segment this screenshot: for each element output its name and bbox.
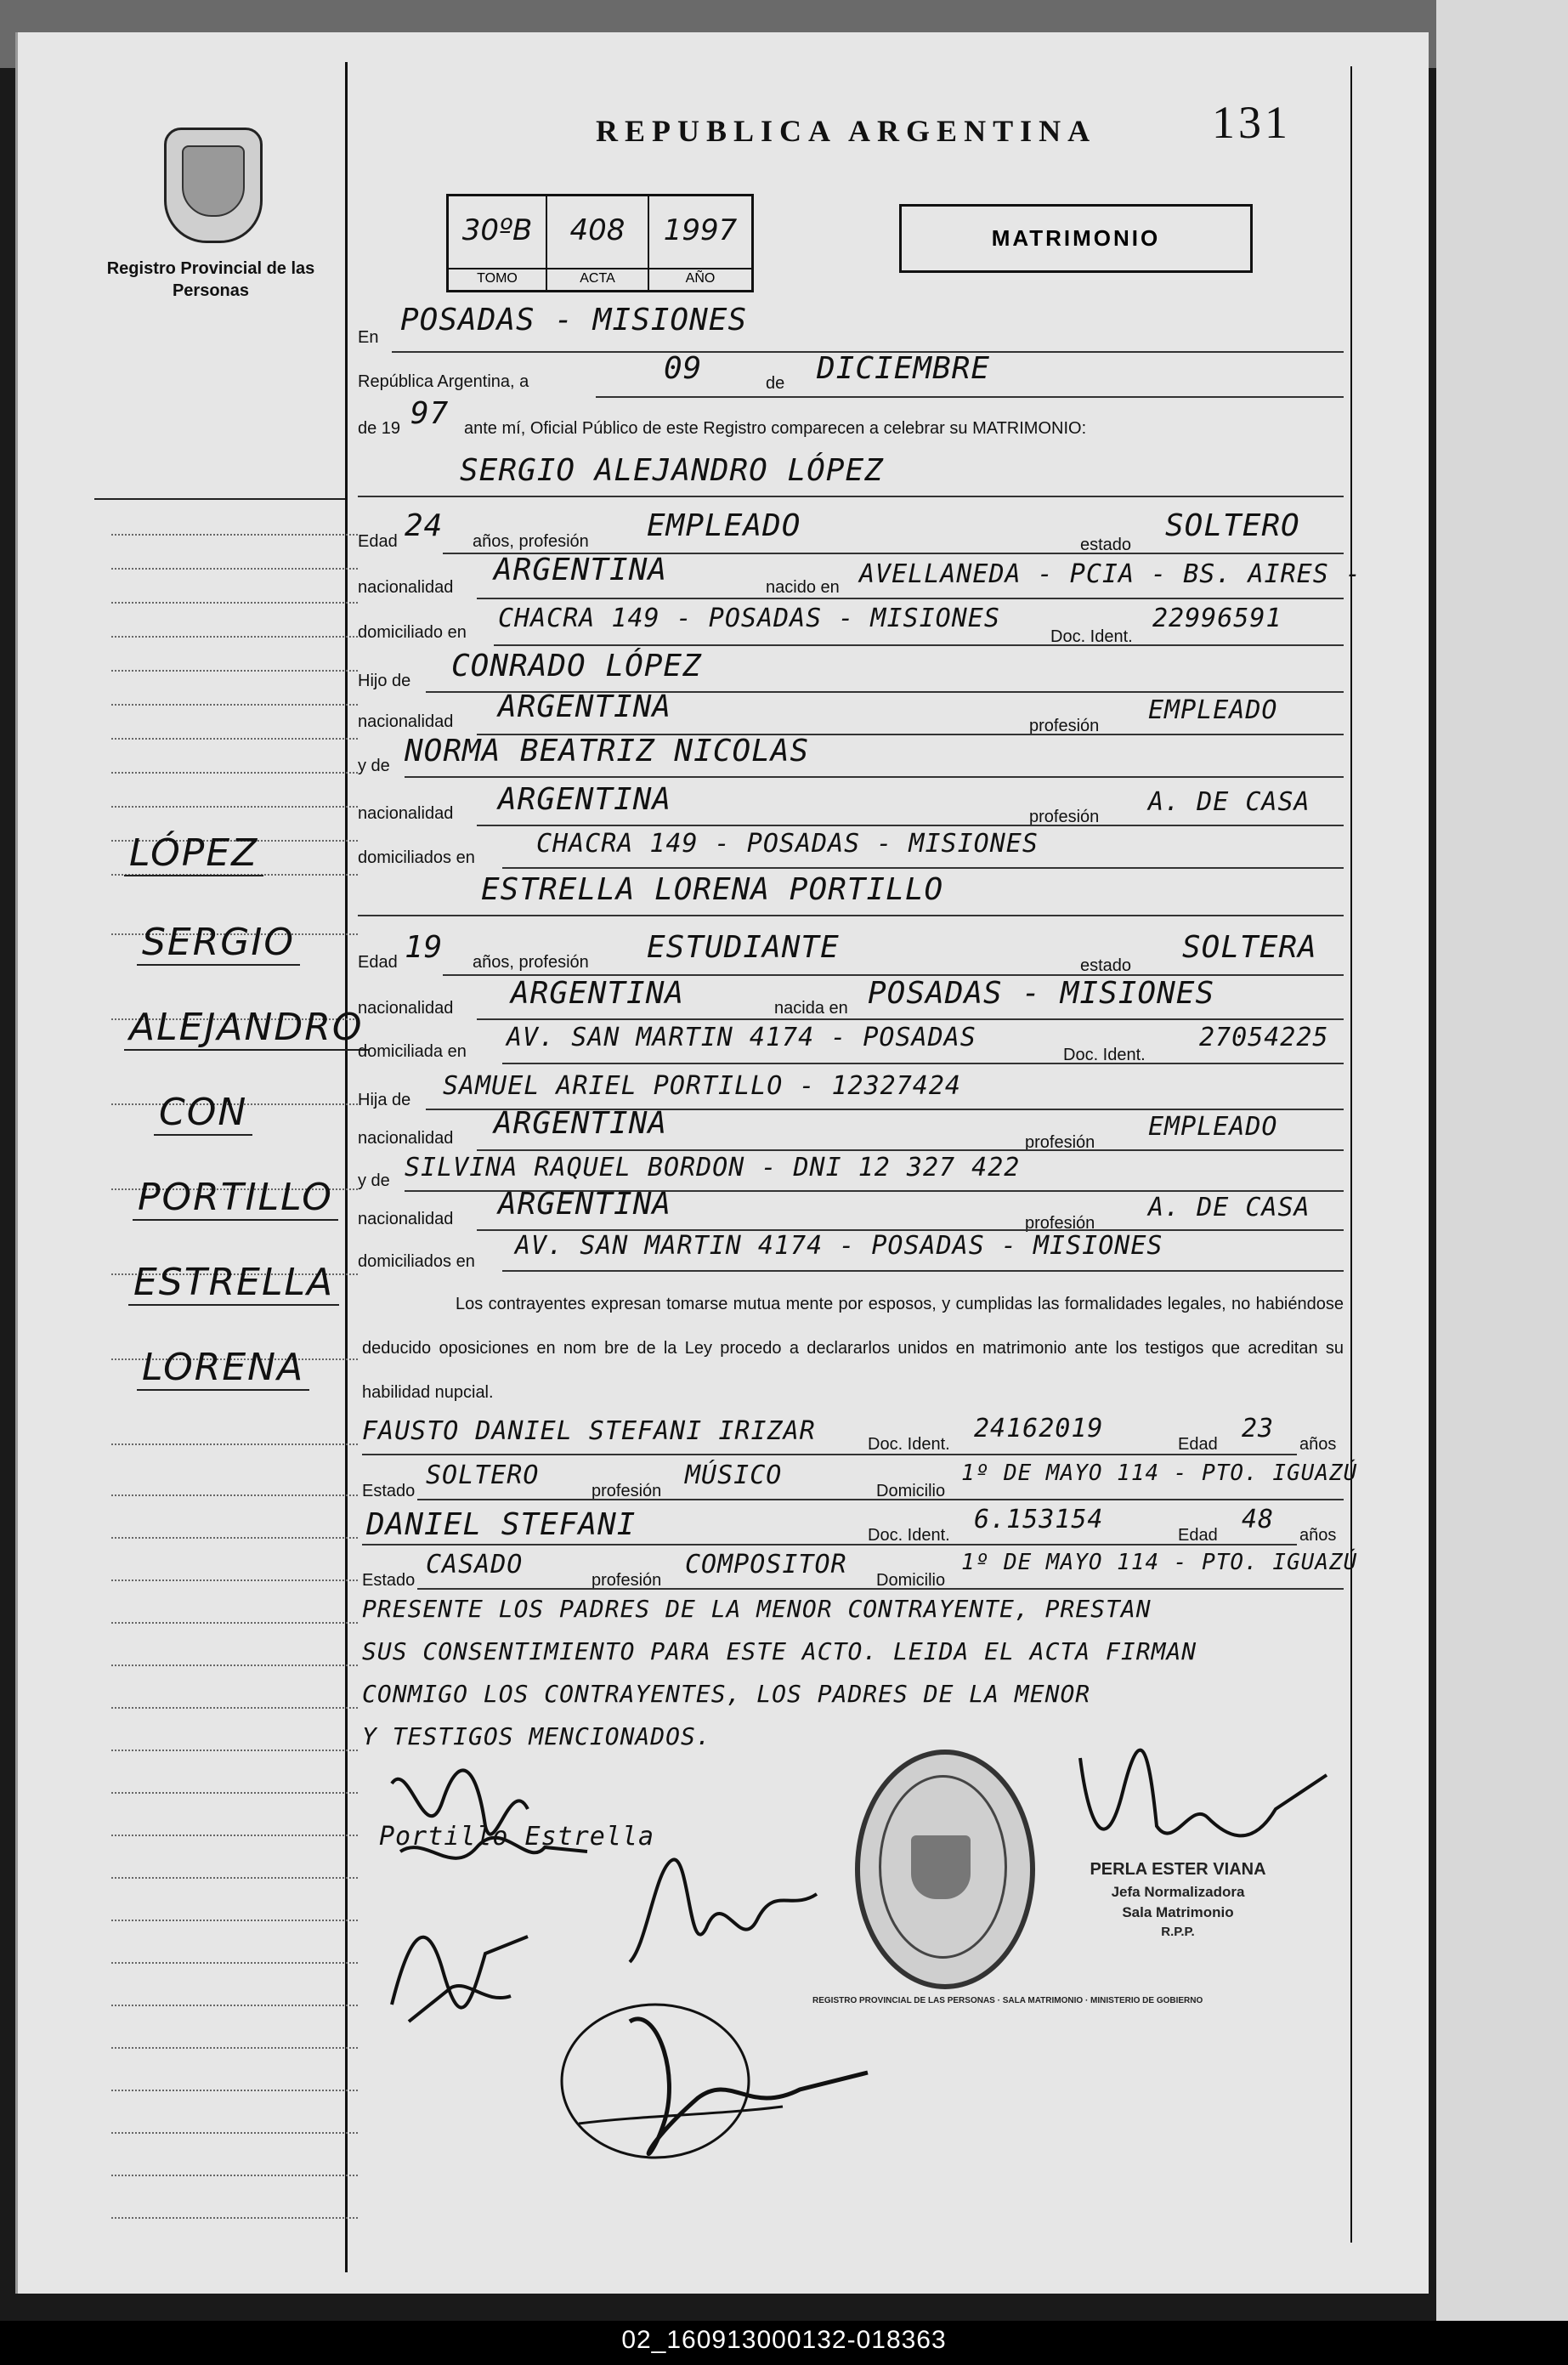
witness2-age: 48 — [1242, 1505, 1275, 1534]
place: POSADAS - MISIONES — [400, 303, 748, 337]
witness1-estado-label: Estado — [362, 1482, 416, 1500]
witness1-anos-label: años — [1299, 1435, 1337, 1454]
bride-domiciliada-label: domiciliada en — [358, 1042, 467, 1061]
coat-of-arms-icon — [164, 128, 263, 243]
tomo-value: 30ºB — [461, 213, 533, 247]
ano-label: AÑO — [649, 268, 751, 286]
groom-nationality: ARGENTINA — [494, 553, 668, 587]
bride-father-nationality: ARGENTINA — [494, 1106, 668, 1141]
officer-org: R.P.P. — [1161, 1925, 1195, 1939]
country-title: REPUBLICA ARGENTINA — [596, 114, 1097, 148]
bride-mother-nac-label: nacionalidad — [358, 1210, 454, 1228]
officer-name: PERLA ESTER VIANA — [1090, 1860, 1266, 1879]
witness1-address: 1º DE MAYO 114 - PTO. IGUAZÚ — [961, 1460, 1358, 1486]
act-type-box: MATRIMONIO — [899, 204, 1253, 273]
statement: ante mí, Oficial Público de este Registro comparecen a celebrar su MATRIMONIO: — [464, 419, 1087, 438]
groom-hijo-label: Hijo de — [358, 672, 411, 690]
groom-domiciliados-label: domiciliados en — [358, 848, 475, 867]
groom-profession: EMPLEADO — [647, 508, 801, 543]
groom-age: 24 — [405, 508, 444, 543]
bride-birthplace: POSADAS - MISIONES — [868, 976, 1215, 1011]
groom-mother-prof-label: profesión — [1029, 808, 1100, 826]
bride-age: 19 — [405, 930, 444, 965]
margin-name-3: ALEJANDRO — [124, 1006, 369, 1051]
margin-name-7: LORENA — [137, 1346, 309, 1391]
groom-mother-profession: A. DE CASA — [1148, 787, 1310, 817]
seal-text: REGISTRO PROVINCIAL DE LAS PERSONAS · SALA MATRIMONIO · MINISTERIO DE GOBIERNO — [812, 1996, 1203, 2005]
bride-mother-prof-label: profesión — [1025, 1214, 1095, 1233]
officer-unit: Sala Matrimonio — [1122, 1904, 1234, 1920]
groom-father-nac-label: nacionalidad — [358, 712, 454, 731]
groom-mother: NORMA BEATRIZ NICOLAS — [405, 734, 810, 768]
bride-father: SAMUEL ARIEL PORTILLO - 12327424 — [443, 1071, 961, 1101]
witness1-profession: MÚSICO — [685, 1460, 783, 1490]
witness2-profession: COMPOSITOR — [685, 1550, 847, 1580]
margin-name-4: CON — [154, 1091, 252, 1136]
witness1-profesion-label: profesión — [592, 1482, 662, 1500]
witness2-address: 1º DE MAYO 114 - PTO. IGUAZÚ — [961, 1550, 1358, 1575]
note-line-2: SUS CONSENTIMIENTO PARA ESTE ACTO. LEIDA EL ACTA FIRMAN — [362, 1637, 1197, 1665]
right-rule — [1350, 66, 1352, 2243]
signature-witness — [613, 1835, 834, 1988]
note-line-1: PRESENTE LOS PADRES DE LA MENOR CONTRAYENTE, PRESTAN — [362, 1595, 1152, 1623]
groom-status: SOLTERO — [1165, 508, 1300, 543]
margin-name-2: SERGIO — [137, 921, 300, 966]
witness2-doc: 6.153154 — [974, 1505, 1104, 1534]
day: 09 — [664, 351, 703, 386]
bride-mother: SILVINA RAQUEL BORDON - DNI 12 327 422 — [405, 1153, 1021, 1182]
bride-yde-label: y de — [358, 1171, 390, 1190]
bride-status: SOLTERA — [1182, 930, 1317, 965]
margin-name-5: PORTILLO — [133, 1176, 338, 1221]
margin-name-6: ESTRELLA — [128, 1261, 339, 1306]
signature-bride-text: Portillo Estrella — [379, 1822, 655, 1852]
bride-doc: 27054225 — [1199, 1023, 1329, 1052]
bride-edad-label: Edad — [358, 953, 398, 972]
bride-mother-profession: A. DE CASA — [1148, 1193, 1310, 1222]
registry-box — [446, 194, 754, 292]
witness2-status: CASADO — [426, 1550, 524, 1580]
document-page — [15, 32, 1429, 2294]
groom-yde-label: y de — [358, 757, 390, 775]
scan-background-right — [1436, 0, 1568, 2365]
bride-parents-address: AV. SAN MARTIN 4174 - POSADAS - MISIONES — [515, 1231, 1163, 1261]
bride-hija-label: Hija de — [358, 1091, 411, 1109]
declaration-text: Los contrayentes expresan tomarse mutua mente por esposos, y cumplidas las formalidades legales, no habiéndose deducido oposiciones en nom bre de la Ley procedo a declararlos unidos en matrimonio ante los testigos que acreditan su habilidad nupcial. — [362, 1295, 1344, 1402]
year-suffix: 97 — [410, 396, 450, 431]
witness2-estado-label: Estado — [362, 1571, 416, 1590]
groom-father-prof-label: profesión — [1029, 717, 1100, 735]
bride-address: AV. SAN MARTIN 4174 - POSADAS — [507, 1023, 976, 1052]
bride-mother-nationality: ARGENTINA — [498, 1187, 672, 1222]
groom-mother-nationality: ARGENTINA — [498, 782, 672, 817]
bride-profesion-label: años, profesión — [473, 953, 589, 972]
bride-estado-label: estado — [1080, 956, 1132, 975]
note-line-3: CONMIGO LOS CONTRAYENTES, LOS PADRES DE LA MENOR — [362, 1680, 1091, 1708]
de19-label: de 19 — [358, 419, 401, 438]
left-rule — [345, 62, 348, 2272]
groom-father-profession: EMPLEADO — [1148, 695, 1278, 725]
groom-doc: 22996591 — [1152, 604, 1282, 633]
groom-mother-nac-label: nacionalidad — [358, 804, 454, 823]
month: DICIEMBRE — [817, 351, 991, 386]
bride-father-profession: EMPLEADO — [1148, 1112, 1278, 1142]
officer-title: Jefa Normalizadora — [1111, 1884, 1245, 1900]
bride-father-nac-label: nacionalidad — [358, 1129, 454, 1148]
ano-value: 1997 — [663, 213, 738, 247]
groom-edad-label: Edad — [358, 532, 398, 551]
en-label: En — [358, 328, 379, 347]
bride-nationality: ARGENTINA — [511, 976, 685, 1011]
margin-name-1: LÓPEZ — [124, 831, 263, 876]
groom-birthplace: AVELLANEDA - PCIA - BS. AIRES - — [859, 559, 1361, 589]
bride-profession: ESTUDIANTE — [647, 930, 840, 965]
witness1-domicilio-label: Domicilio — [876, 1482, 946, 1500]
witness2-anos-label: años — [1299, 1526, 1337, 1545]
image-id: 02_160913000132-018363 — [621, 2326, 947, 2354]
witness1-doc-label: Doc. Ident. — [868, 1435, 950, 1454]
groom-father-nationality: ARGENTINA — [498, 689, 672, 724]
witness1-status: SOLTERO — [426, 1460, 540, 1490]
registry-name: Registro Provincial de las Personas — [106, 259, 315, 300]
witness2-profesion-label: profesión — [592, 1571, 662, 1590]
groom-domiciliado-label: domiciliado en — [358, 623, 467, 642]
bride-father-prof-label: profesión — [1025, 1133, 1095, 1152]
registry-seal-icon — [855, 1750, 1035, 1989]
witness2-name: DANIEL STEFANI — [366, 1507, 637, 1542]
groom-estado-label: estado — [1080, 536, 1132, 554]
acta-label: ACTA — [547, 268, 648, 286]
note-line-4: Y TESTIGOS MENCIONADOS. — [362, 1722, 711, 1750]
witness1-name: FAUSTO DANIEL STEFANI IRIZAR — [362, 1416, 816, 1446]
tomo-label: TOMO — [449, 268, 546, 286]
margin-top-rule — [94, 498, 345, 500]
witness2-domicilio-label: Domicilio — [876, 1571, 946, 1590]
republica-label: República Argentina, a — [358, 372, 529, 391]
bride-nacida-label: nacida en — [774, 999, 848, 1018]
bride-doc-label: Doc. Ident. — [1063, 1046, 1146, 1064]
acta-value: 408 — [569, 213, 626, 247]
witness2-doc-label: Doc. Ident. — [868, 1526, 950, 1545]
witness1-age: 23 — [1242, 1414, 1275, 1443]
groom-parents-address: CHACRA 149 - POSADAS - MISIONES — [536, 829, 1039, 859]
witness1-edad-label: Edad — [1178, 1435, 1218, 1454]
bride-nacionalidad-label: nacionalidad — [358, 999, 454, 1018]
groom-nacionalidad-label: nacionalidad — [358, 578, 454, 597]
groom-address: CHACRA 149 - POSADAS - MISIONES — [498, 604, 1000, 633]
witness2-edad-label: Edad — [1178, 1526, 1218, 1545]
groom-nacido-label: nacido en — [766, 578, 840, 597]
bride-name: ESTRELLA LORENA PORTILLO — [481, 872, 944, 907]
page-number: 131 — [1212, 97, 1291, 148]
de-label: de — [766, 374, 785, 393]
groom-profesion-label: años, profesión — [473, 532, 589, 551]
groom-doc-label: Doc. Ident. — [1050, 627, 1133, 646]
groom-father: CONRADO LÓPEZ — [451, 649, 702, 683]
bride-domiciliados-label: domiciliados en — [358, 1252, 475, 1271]
groom-name: SERGIO ALEJANDRO LÓPEZ — [460, 453, 884, 488]
witness1-doc: 24162019 — [974, 1414, 1104, 1443]
